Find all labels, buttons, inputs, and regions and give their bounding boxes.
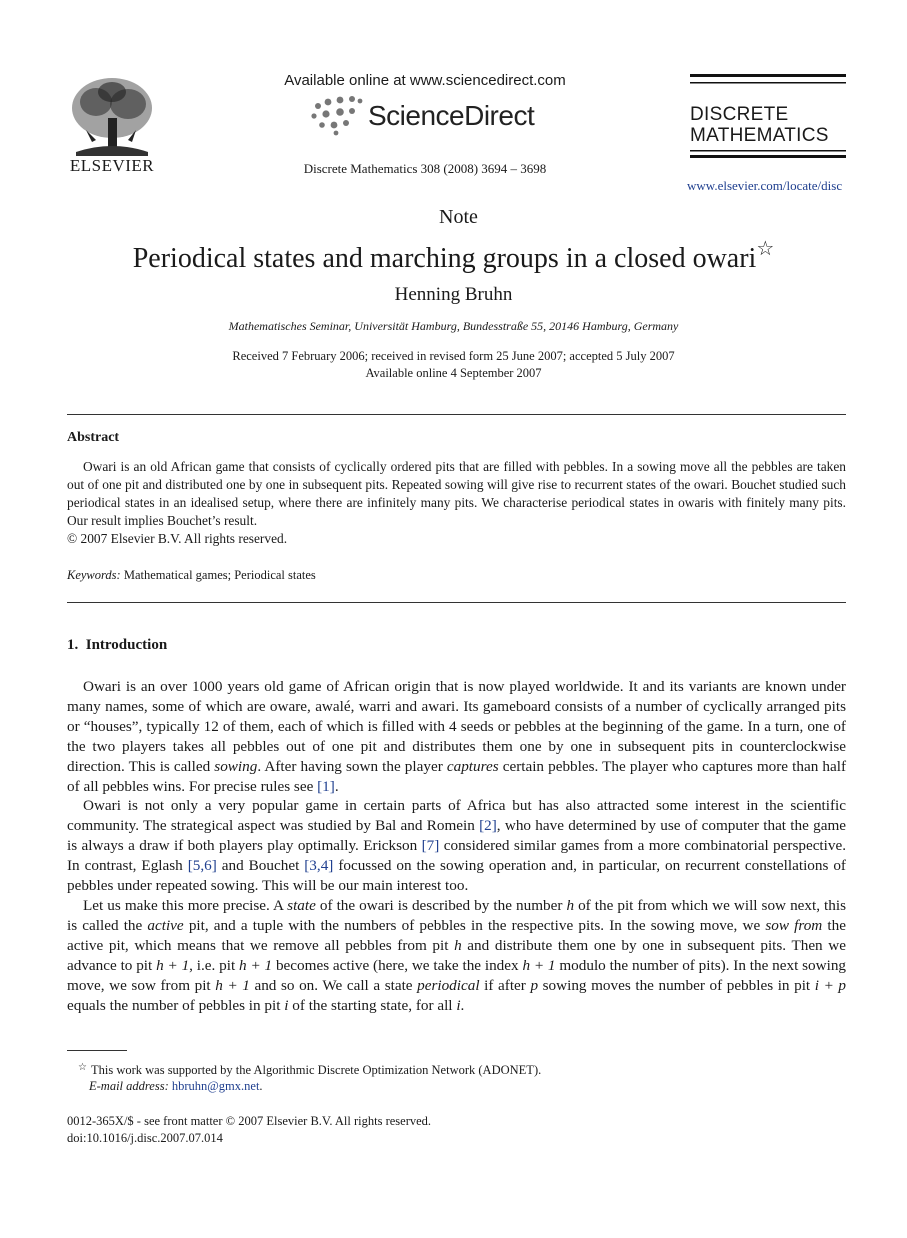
math-expr: h + 1 [156, 956, 190, 974]
author-affiliation: Mathematisches Seminar, Universität Hamburg, Bundesstraße 55, 20146 Hamburg, Germany [228, 319, 679, 333]
abstract-bottom-rule [67, 602, 846, 603]
journal-title [690, 104, 829, 146]
math-var: i [284, 996, 289, 1014]
paragraph-1 [67, 677, 846, 796]
abstract-copyright: © 2007 Elsevier B.V. All rights reserved. [67, 531, 288, 546]
term-periodical: periodical [417, 976, 480, 994]
issn-line: 0012-365X/$ - see front matter © 2007 Elsevier B.V. All rights reserved. [67, 1114, 432, 1128]
text-run: and so on. We call a state [249, 976, 418, 994]
term-captures: captures [446, 757, 499, 775]
abstract-top-rule [67, 414, 846, 415]
term-sow-from: sow from [765, 916, 823, 934]
footnote-rule [67, 1050, 127, 1051]
text-run: , i.e. pit [189, 956, 240, 974]
paragraph-3 [67, 896, 846, 1015]
math-var: h [566, 897, 575, 914]
citation-link[interactable]: [5,6] [187, 856, 217, 874]
journal-header-rules [690, 74, 846, 88]
article-type: Note [439, 206, 478, 228]
email-footnote [89, 1079, 263, 1094]
math-var: h [454, 936, 462, 954]
journal-citation: Discrete Mathematics 308 (2008) 3694 – 3698 [303, 161, 547, 176]
text-run: considered similar games from a more combinatorial perspective. In contrast, Eglash [67, 836, 847, 874]
article-history [0, 348, 907, 382]
text-run: Owari is an over 1000 years old game of African origin that is now played worldwide. It and its variants are known under many names, some of which are oware, awalé, warri and awari. Its gameboard consists of a number of cyclically arranged pits or “houses”, typically 12 of them, each of which is filled with 4 seeds or pebbles at the beginning of the game. In a turn, one of the two players takes all pebbles out of one pit and distributes them one by one in subsequent pits in counterclockwise direction. This is called [67, 678, 846, 775]
text-run: of the starting state, for all [288, 996, 457, 1014]
text-run: if after [479, 976, 531, 994]
email-label: E-mail address: [89, 1079, 169, 1093]
text-run: . [259, 1079, 263, 1093]
paper-title-text: Periodical states and marching groups in a closed owari [132, 243, 757, 274]
title-footnote-star-icon[interactable]: ☆ [756, 238, 775, 260]
text-run: of the pit from which we will sow next, this is called the [67, 897, 846, 934]
journal-title-line2: MATHEMATICS [690, 125, 829, 146]
issn-block [67, 1113, 431, 1147]
doi-line[interactable]: doi:10.1016/j.disc.2007.07.014 [67, 1131, 223, 1145]
text-run: pit, and a tuple with the numbers of pebbles in the respective pits. In the sowing move, we [183, 916, 766, 934]
citation-link[interactable]: [2] [479, 816, 497, 834]
math-expr: h + 1 [522, 956, 556, 974]
text-run: . [334, 777, 339, 795]
text-run: sowing moves the number of pebbles in pit [538, 976, 815, 994]
keywords-label: Keywords: [67, 568, 121, 582]
math-var: p [530, 976, 539, 994]
text-run: becomes active (here, we take the index [272, 956, 523, 974]
math-expr: h + 1 [239, 956, 273, 974]
text-run: equals the number of pebbles in pit [67, 996, 285, 1014]
publisher-name: ELSEVIER [69, 156, 155, 175]
term-active: active [147, 916, 184, 934]
text-run: of the owari is described by the number [315, 897, 567, 914]
abstract-text: Owari is an old African game that consists of cyclically ordered pits that are filled with pebbles. In a sowing move all the pebbles are taken out of one pit and distributed one by one in subsequent pits. Repeated sowing will give rise to recurrent states of the owari. Bouchet studied such periodical states in an idealised setup, where there are infinitely many pits. We characterise periodical states in owaris with finitely many pits. Our result implies Bouchet’s result. [67, 459, 846, 528]
text-run: Owari is not only a very popular game in certain parts of Africa but has also attracted some interest in the scientific community. The strategical aspect was studied by Bal and Romein [67, 797, 846, 834]
received-dates: Received 7 February 2006; received in revised form 25 June 2007; accepted 5 July 2007 [232, 349, 675, 363]
footnote-star-icon: ☆ [78, 1062, 87, 1073]
text-run: . After having sown the player [257, 757, 447, 775]
term-sowing: sowing [214, 757, 258, 775]
paper-title [0, 236, 907, 275]
author-name: Henning Bruhn [394, 284, 513, 305]
keywords [67, 568, 316, 583]
term-state: state [287, 897, 316, 914]
available-online-text: Available online at www.sciencedirect.com [284, 72, 566, 89]
math-expr: h + 1 [215, 976, 250, 994]
journal-footer-rules [690, 150, 846, 170]
math-var: i [456, 996, 461, 1014]
text-run: Let us make this more precise. A [83, 897, 288, 914]
funding-text: This work was supported by the Algorithmic Discrete Optimization Network (ADONET). [90, 1063, 542, 1077]
text-run: certain pebbles. The player who captures more than half of all pebbles wins. For precise rules see [67, 757, 847, 795]
text-run: focussed on the sowing operation and, in particular, on recurrent constellations of pebbles under repeated sowing. This will be our main interest too. [67, 856, 846, 894]
text-run: . [460, 996, 465, 1014]
citation-link[interactable]: [3,4] [304, 856, 334, 874]
journal-url-link[interactable]: www.elsevier.com/locate/disc [687, 178, 843, 193]
text-run: , who have determined by use of computer that the game is always a draw if both players play optimally. Erickson [67, 816, 846, 854]
text-run: and distribute them one by one in subsequent pits. Then we advance to pit [67, 936, 846, 974]
available-date: Available online 4 September 2007 [365, 366, 542, 380]
citation-link[interactable]: [7] [421, 836, 440, 854]
text-run: and Bouchet [216, 856, 305, 874]
section-heading: 1. Introduction [67, 637, 168, 653]
text-run: modulo the number of pits). In the next sowing move, we sow from pit [67, 956, 847, 994]
citation-link[interactable]: [1] [317, 777, 335, 795]
paragraph-2 [67, 796, 846, 896]
text-run: the active pit, which means that we remove all pebbles from pit [67, 916, 846, 954]
email-link[interactable]: hbruhn@gmx.net [171, 1079, 260, 1093]
keywords-list: Mathematical games; Periodical states [123, 568, 316, 582]
sciencedirect-wordmark: ScienceDirect [368, 100, 535, 131]
abstract-heading: Abstract [67, 430, 120, 445]
journal-title-line1: DISCRETE [690, 104, 789, 125]
funding-footnote [78, 1062, 541, 1078]
math-expr: i + p [814, 976, 846, 994]
